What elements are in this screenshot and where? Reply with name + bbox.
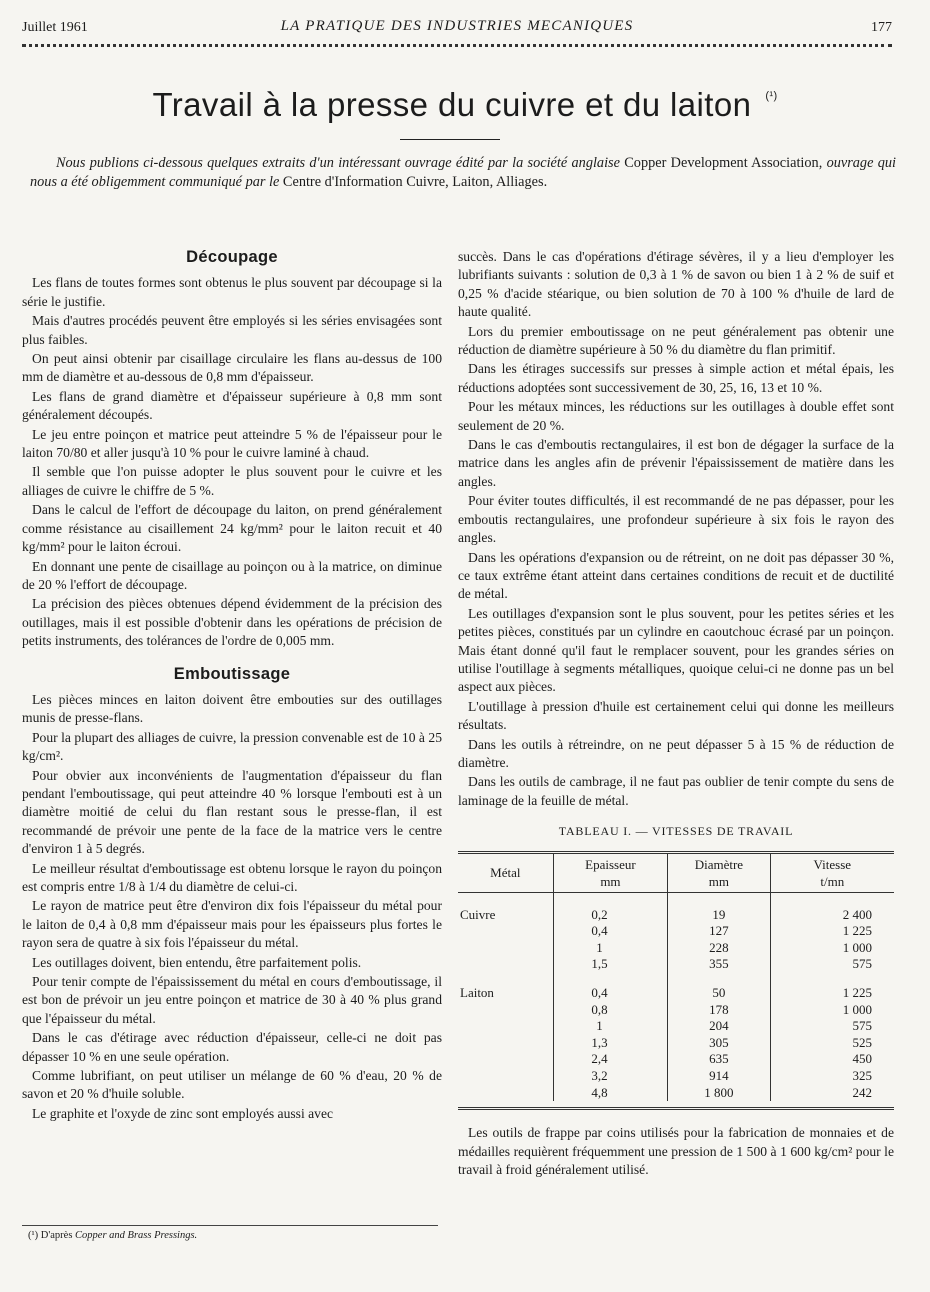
paragraph: L'outillage à pression d'huile est certainement celui qui donne les meilleurs résultats. [458,698,894,733]
table-cell: 228 [668,940,770,957]
section-heading-decoupage: Découpage [186,248,278,266]
table-cell: 1 [553,1018,668,1035]
table-row [458,892,894,923]
left-column [22,248,442,1124]
paragraph: On peut ainsi obtenir par cisaillage circulaire les flans au-dessus de 100 mm de diamètre et au-dessous de 0,8 mm d'épaisseur. [22,351,442,385]
table-cell: 2 400 [770,892,894,923]
table-cell: 325 [770,1068,894,1085]
table-row [458,1002,894,1019]
paragraph: Les outillages doivent, bien entendu, être parfaitement polis. [32,954,362,970]
footnote-text: D'après [40,1230,76,1241]
table-row [458,940,894,957]
table-cell: 1 000 [770,1002,894,1019]
paragraph: Dans les outils à rétreindre, on ne peut dépasser 5 à 15 % de réduction de diamètre. [458,736,894,770]
table-cell: 178 [668,1002,770,1019]
footnote [28,1230,197,1241]
table-row [458,956,894,973]
paragraph: Dans les opérations d'expansion ou de rétreint, on ne doit pas dépasser 30 %, ce taux extrême étant atteint dans certaines conditions de recuit et de ductilité de métal. [458,549,894,602]
table-cell: 0,4 [553,973,668,1002]
table-cell: 50 [668,973,770,1002]
table-cell-metal [458,1018,553,1035]
table-row [458,1068,894,1085]
table-caption: TABLEAU I. — VITESSES DE TRAVAIL [558,824,794,839]
title-footnote-mark: (¹) [765,90,778,102]
table-cell: 355 [668,956,770,973]
paragraph: Dans le cas d'emboutis rectangulaires, il est bon de dégager la surface de la matrice dans les angles afin de prévenir l'épaississement de matière dans les angles. [458,437,894,489]
paragraph: Le rayon de matrice peut être d'environ dix fois l'épaisseur du métal pour le laiton de 0,4 à 0,8 mm d'épaisseur mais pour les épaisseurs plus fortes le rayon sera de quatre à six fois l'épaisseur du métal. [22,898,442,951]
table-bottom-rule [458,1107,894,1110]
table-cell: 2,4 [553,1051,668,1068]
paragraph: Lors du premier emboutissage on ne peut généralement pas obtenir une réduction de diamètre supérieure à 50 % du diamètre du flan primitif. [458,323,894,358]
table-cell: 4,8 [553,1085,668,1102]
speeds-table [458,854,894,1102]
table-row [458,1035,894,1052]
paragraph: Pour tenir compte de l'épaississement du métal en cours d'emboutissage, il est bon de prévoir un jeu entre poinçon et matrice de 30 à 40 % plus grand que l'épaisseur du métal. [22,974,442,1026]
intro-run: Centre d'Information Cuivre, Laiton, Alliages. [279,174,548,190]
paragraph: Dans les outils de cambrage, il ne faut pas oublier de tenir compte du sens de laminage de la feuille de métal. [458,774,894,808]
table-cell-metal [458,1035,553,1052]
paragraph: Dans le calcul de l'effort de découpage du laiton, on prend généralement comme résistance au cisaillement 24 kg/mm² pour le laiton recuit et 40 kg/mm² pour le laiton écroui. [22,502,442,555]
paragraph-frappe: Les outils de frappe par coins utilisés pour la fabrication de monnaies et de médailles requièrent fréquemment une pression de 1 500 à 1 600 kg/cm² pour le travail à froid généralement utilisé. [458,1125,894,1177]
paragraph: Pour obvier aux inconvénients de l'augmentation d'épaisseur du flan pendant l'emboutissage, qui peut atteindre 40 % lorsque l'embouti est à un diamètre moitié de celui du flan restant sous le presse-flan, il est recommandé de prévoir une pente de la face de la matrice vers le centre d'environ 1 à 5 degrés. [22,767,442,857]
table-cell: 450 [770,1051,894,1068]
table-row [458,1018,894,1035]
section-emboutissage-continued [458,248,894,810]
table-cell: 242 [770,1085,894,1102]
paragraph: En donnant une pente de cisaillage au poinçon ou à la matrice, on diminue de 20 % l'effort de découpage. [22,558,442,592]
intro-run: Copper Development Association, [619,155,827,171]
table-cell: 305 [668,1035,770,1052]
paragraph: Pour éviter toutes difficultés, il est recommandé de ne pas dépasser, pour les emboutis rectangulaires, une profondeur supérieure à six fois le rayon des angles. [458,493,894,546]
table-cell-metal: Laiton [460,984,494,1000]
paragraph: Les flans de toutes formes sont obtenus le plus souvent par découpage si la série le justifie. [22,275,442,309]
right-column [458,248,894,1180]
table-cell-metal [458,940,553,957]
table-cell: 914 [668,1068,770,1085]
table-row [458,973,894,1002]
paragraph: Le jeu entre poinçon et matrice peut atteindre 5 % de l'épaisseur pour le laiton 70/80 et aller jusqu'à 10 % pour le cuivre laminé à chaud. [22,426,442,461]
table-header-row [458,854,894,893]
table-cell: 1 225 [770,973,894,1002]
intro-run: ouvrage qui nous a été obligemment communiqué par le [30,155,896,190]
section-decoupage [22,274,442,650]
footnote-source: Copper and Brass Pressings. [75,1230,198,1241]
section-heading-emboutissage: Emboutissage [173,664,291,683]
table-cell: 1 [553,940,668,957]
paragraph: Pour la plupart des alliages de cuivre, la pression convenable est de 10 à 25 kg/cm². [22,729,442,764]
table-header-cell: Epaisseur mm [553,854,668,893]
article-title [0,86,930,124]
paragraph: Mais d'autres procédés peuvent être employés si les séries envisagées sont plus faibles. [22,313,442,347]
paragraph: Comme lubrifiant, on peut utiliser un mélange de 60 % d'eau, 20 % de savon et 20 % d'huile soluble. [22,1068,442,1102]
paragraph: Les pièces minces en laiton doivent être embouties sur des outillages munis de presse-flans. [22,691,442,726]
table-cell: 19 [668,892,770,923]
title-rule [400,139,500,140]
paragraph: Les outillages d'expansion sont le plus souvent, pour les petites séries et les petites pièces, constitués par un cylindre en caoutchouc écrasé par un poinçon. Mais étant donné qu'il faut le remplacer souvent, pour les grandes séries on utilise l'outillage à segments métalliques, quoique celui-ci ne donne pas un bel aspect aux pièces. [458,605,894,695]
paragraph: succès. Dans le cas d'opérations d'étirage sévères, il y a lieu d'employer les lubrifiants suivants : solution de 0,3 à 1 % de savon ou bien 1 à 2 % de suif et 0,25 % d'acide stéarique, ou bien solution de 70 à 100 % d'huile de lard de haute qualité. [458,249,894,320]
section-emboutissage [22,691,442,1123]
table-cell: 1 800 [668,1085,770,1102]
table-cell-metal [458,1085,553,1102]
article-intro [30,154,896,192]
table-cell: 575 [770,1018,894,1035]
table-cell-metal [458,956,553,973]
table-cell: 1,5 [553,956,668,973]
table-cell: 127 [668,923,770,940]
table-row [458,1051,894,1068]
table-header-cell: Vitesse t/mn [770,854,894,893]
paragraph: Dans le cas d'étirage avec réduction d'épaisseur, celle-ci ne doit pas dépasser 10 % en une seule opération. [22,1030,442,1064]
page-number: 177 [871,20,892,35]
paragraph: Il semble que l'on puisse adopter le plus souvent pour le cuivre et les alliages de cuivre le chiffre de 5 %. [22,464,442,498]
table-cell: 1 000 [770,940,894,957]
table-cell-metal: Cuivre [460,906,496,922]
footnote-mark: (¹) [28,1230,39,1241]
paragraph: Pour les métaux minces, les réductions sur les outillages à double effet sont seulement de 20 %. [458,399,894,433]
table-cell: 1 225 [770,923,894,940]
table-cell: 204 [668,1018,770,1035]
table-cell: 635 [668,1051,770,1068]
table-header-cell: Diamètre mm [668,854,770,893]
journal-title: LA PRATIQUE DES INDUSTRIES MECANIQUES [280,18,634,34]
table-header-cell: Métal [490,865,521,881]
table-cell: 1,3 [553,1035,668,1052]
issue-date: Juillet 1961 [22,20,88,35]
table-cell: 3,2 [553,1068,668,1085]
paragraph: La précision des pièces obtenues dépend évidemment de la précision des outillages, mais il est possible d'obtenir dans les opérations de précision de petits instruments, des tolérances de l'ordre de 0,005 mm. [22,596,442,649]
table-cell: 0,4 [553,923,668,940]
paragraph: Le graphite et l'oxyde de zinc sont employés aussi avec [32,1105,334,1121]
table-cell-metal [458,1002,553,1019]
table-cell-metal [458,1068,553,1085]
table-cell: 525 [770,1035,894,1052]
paragraph: Le meilleur résultat d'emboutissage est obtenu lorsque le rayon du poinçon est compris entre 1/8 à 1/4 du diamètre de celui-ci. [22,860,442,894]
page-header [22,16,892,42]
table-cell-metal [458,1051,553,1068]
table-cell: 575 [770,956,894,973]
intro-run: Nous publions ci-dessous quelques extraits d'un intéressant ouvrage édité par la société anglaise [56,155,620,171]
footnote-rule [22,1225,438,1226]
table-row [458,923,894,940]
paragraph: Les flans de grand diamètre et d'épaisseur supérieure à 0,8 mm sont généralement découpés. [22,388,442,423]
paragraph: Dans les étirages successifs sur presses à simple action et métal épais, les réductions adoptées sont successivement de 30, 25, 16, 13 et 10 %. [458,361,894,395]
article-title-text: Travail à la presse du cuivre et du laiton [152,86,752,123]
table-cell: 0,8 [553,1002,668,1019]
table-row [458,1085,894,1102]
header-dotted-rule [22,44,892,47]
table-body [458,892,894,1101]
table-cell-metal [458,923,553,940]
table-cell: 0,2 [553,892,668,923]
